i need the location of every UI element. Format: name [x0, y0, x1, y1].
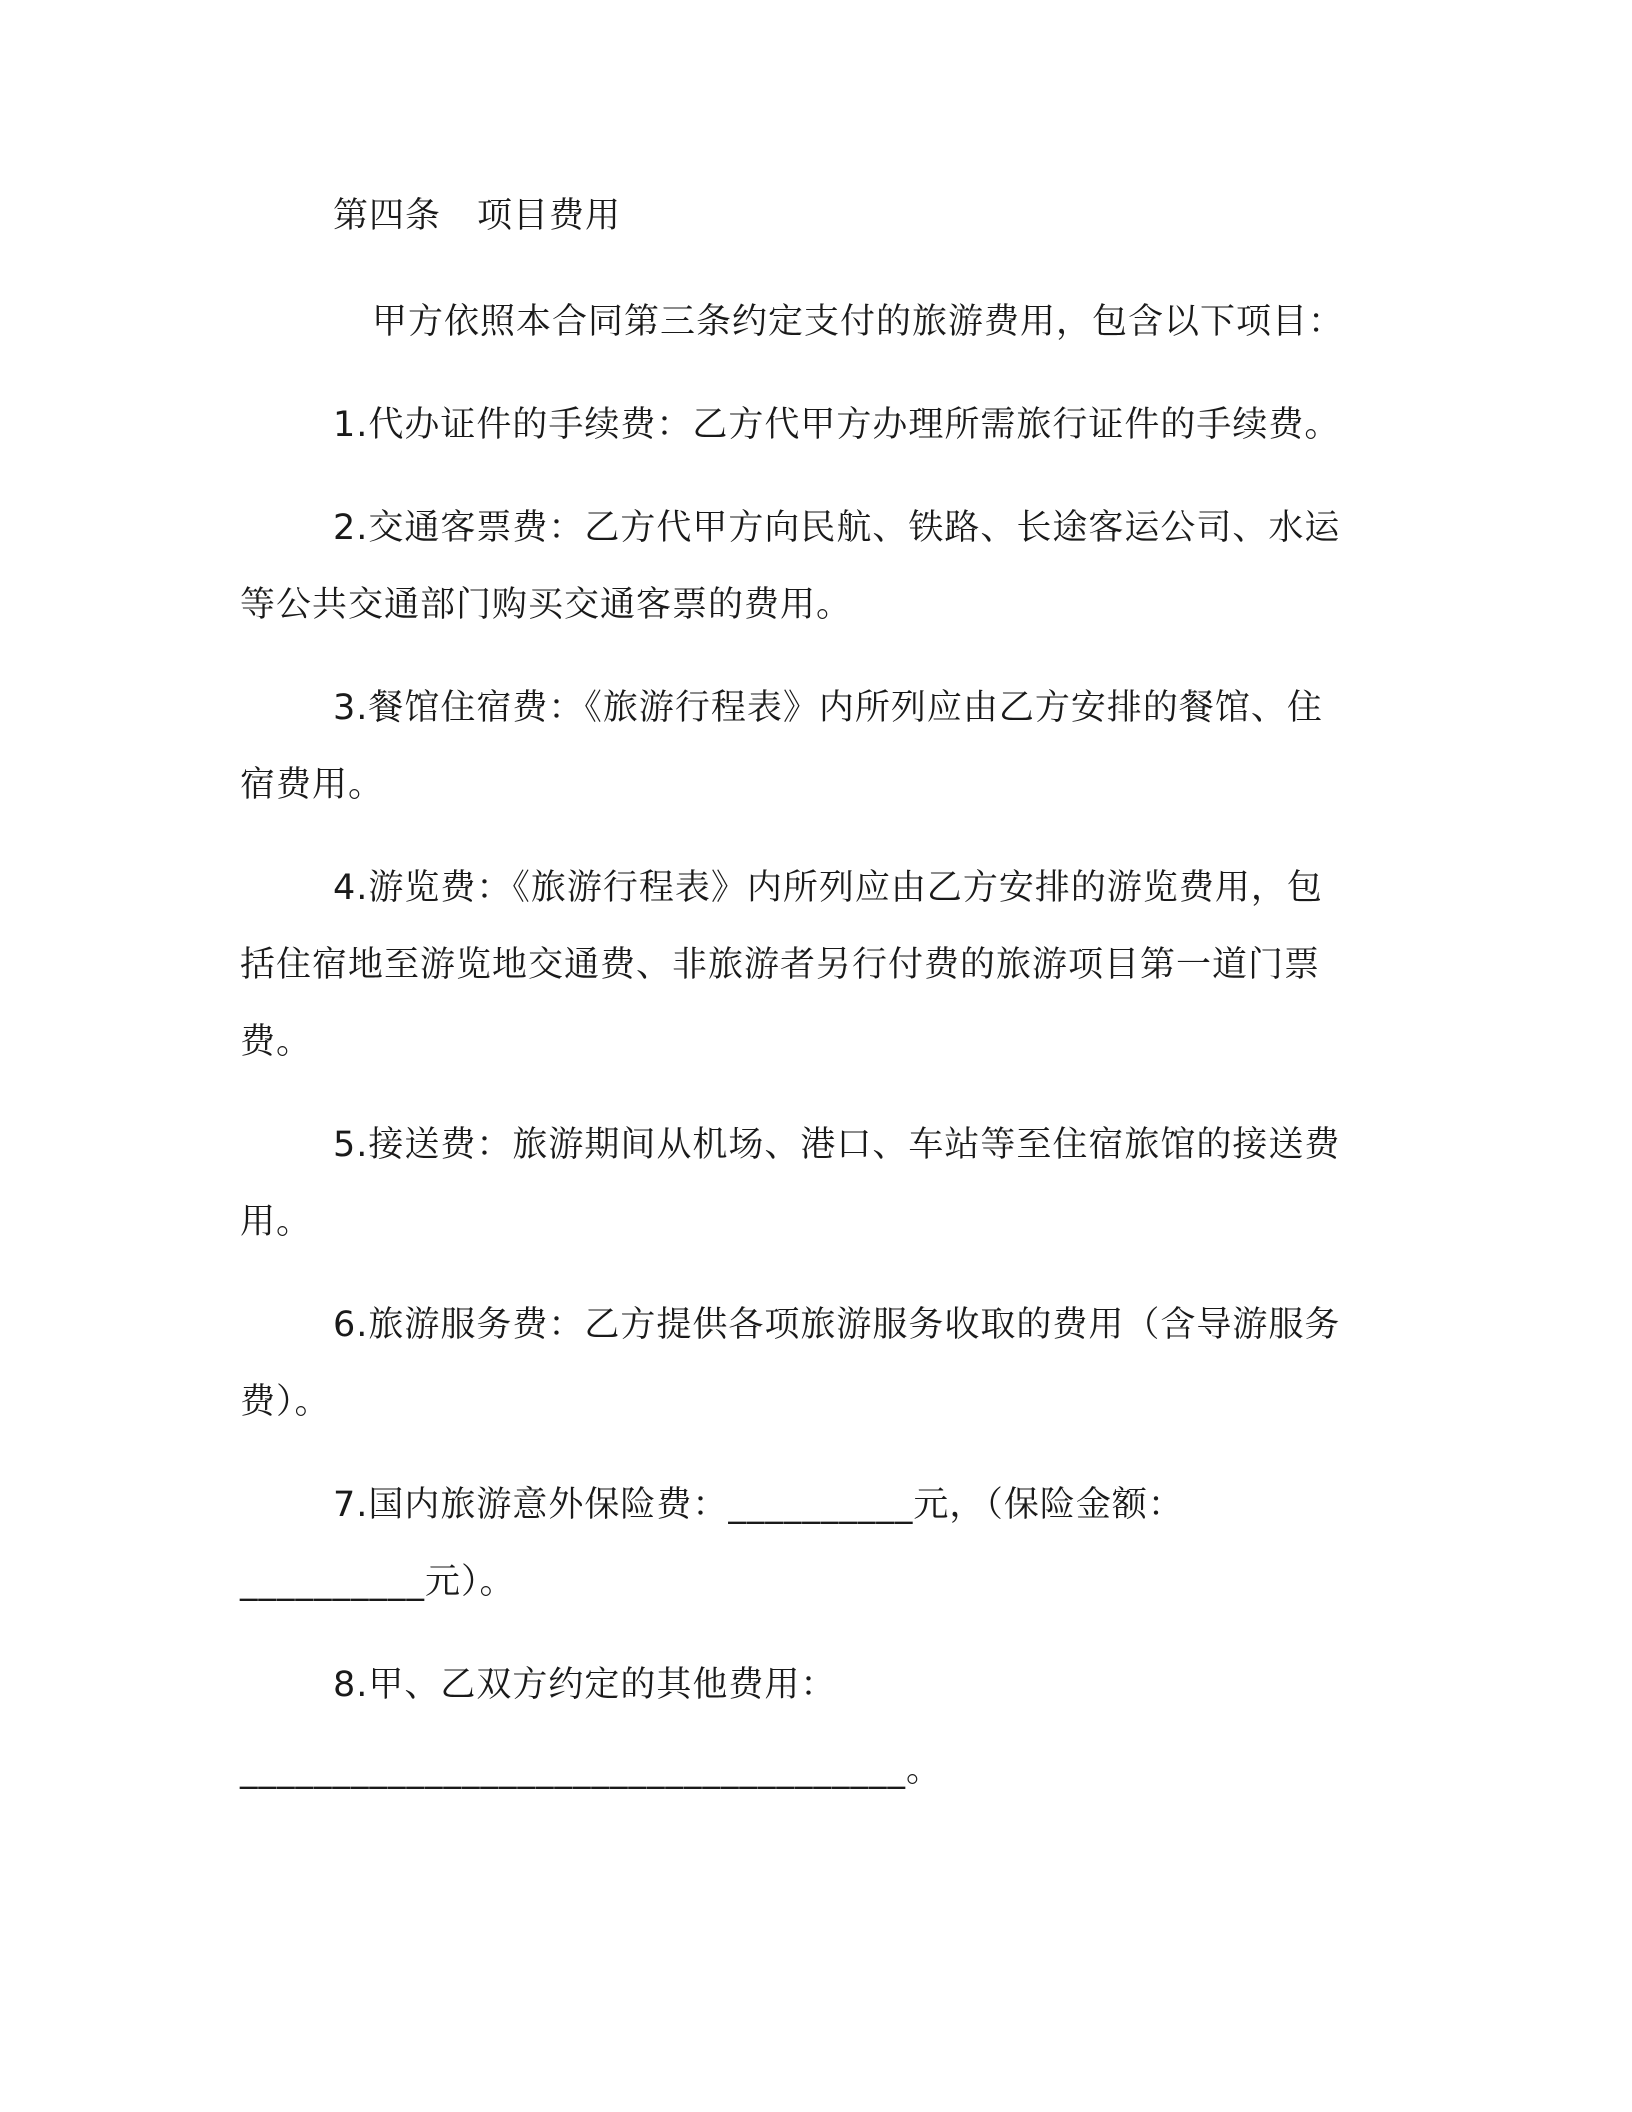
item-4-line-2: 括住宿地至游览地交通费、非旅游者另行付费的旅游项目第一道门票 — [240, 945, 1321, 985]
item-2-line-2: 等公共交通部门购买交通客票的费用。 — [240, 585, 853, 625]
article-intro: 甲方依照本合同第三条约定支付的旅游费用，包含以下项目： — [372, 302, 1345, 342]
article-title: 第四条 项目费用 — [333, 196, 622, 236]
item-7-line-1: 7.国内旅游意外保险费：__________元，（保险金额： — [333, 1485, 1184, 1525]
item-4-line-1: 4.游览费：《旅游行程表》内所列应由乙方安排的游览费用，包 — [333, 868, 1323, 908]
item-6-line-1: 6.旅游服务费：乙方提供各项旅游服务收取的费用（含导游服务 — [333, 1305, 1341, 1345]
item-6-line-2: 费）。 — [240, 1382, 331, 1422]
item-5-line-1: 5.接送费：旅游期间从机场、港口、车站等至住宿旅馆的接送费 — [333, 1125, 1341, 1165]
item-1-line-1: 1.代办证件的手续费：乙方代甲方办理所需旅行证件的手续费。 — [333, 405, 1341, 445]
item-5-line-2: 用。 — [240, 1202, 313, 1242]
item-3-line-2: 宿费用。 — [240, 765, 385, 805]
item-4-line-3: 费。 — [240, 1022, 313, 1062]
item-3-line-1: 3.餐馆住宿费：《旅游行程表》内所列应由乙方安排的餐馆、住 — [333, 688, 1323, 728]
item-8-line-1: 8.甲、乙双方约定的其他费用： — [333, 1665, 837, 1705]
item-2-line-1: 2.交通客票费：乙方代甲方向民航、铁路、长途客运公司、水运 — [333, 508, 1341, 548]
item-8-line-2: ____________________________________。 — [240, 1750, 943, 1790]
item-7-line-2: __________元）。 — [240, 1562, 516, 1602]
